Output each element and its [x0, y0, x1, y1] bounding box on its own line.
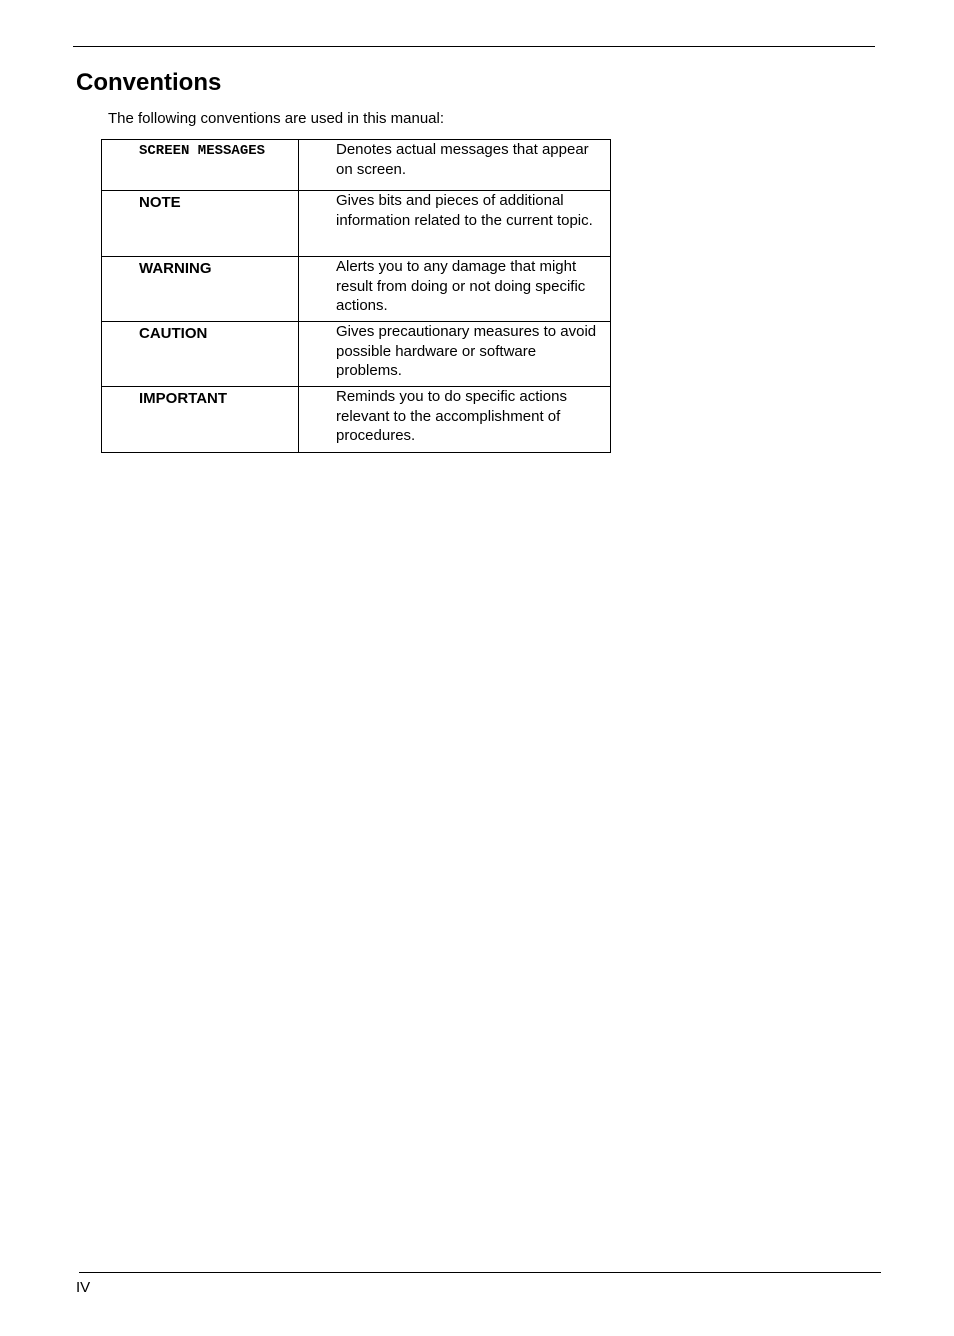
convention-description: Gives precautionary measures to avoid possible hardware or software problems. — [299, 322, 611, 387]
convention-term: SCREEN MESSAGES — [102, 140, 299, 191]
table-row — [102, 191, 611, 257]
convention-description: Gives bits and pieces of additional information related to the current topic. — [299, 191, 611, 257]
convention-term: IMPORTANT — [102, 387, 299, 453]
convention-term: WARNING — [102, 257, 299, 322]
intro-text: The following conventions are used in this manual: — [108, 110, 445, 127]
convention-description: Reminds you to do specific actions relevant to the accomplishment of procedures. — [299, 387, 611, 453]
convention-description: Denotes actual messages that appear on screen. — [299, 140, 611, 191]
header-rule — [73, 46, 875, 47]
table-row — [102, 257, 611, 322]
conventions-table — [101, 139, 611, 453]
page-number: IV — [76, 1279, 91, 1296]
table-row — [102, 140, 611, 191]
convention-term: CAUTION — [102, 322, 299, 387]
page-title: Conventions — [76, 69, 222, 96]
table-row — [102, 322, 611, 387]
convention-description: Alerts you to any damage that might result from doing or not doing specific actions. — [299, 257, 611, 322]
convention-term: NOTE — [102, 191, 299, 257]
table-row — [102, 387, 611, 453]
footer-rule — [79, 1272, 881, 1273]
